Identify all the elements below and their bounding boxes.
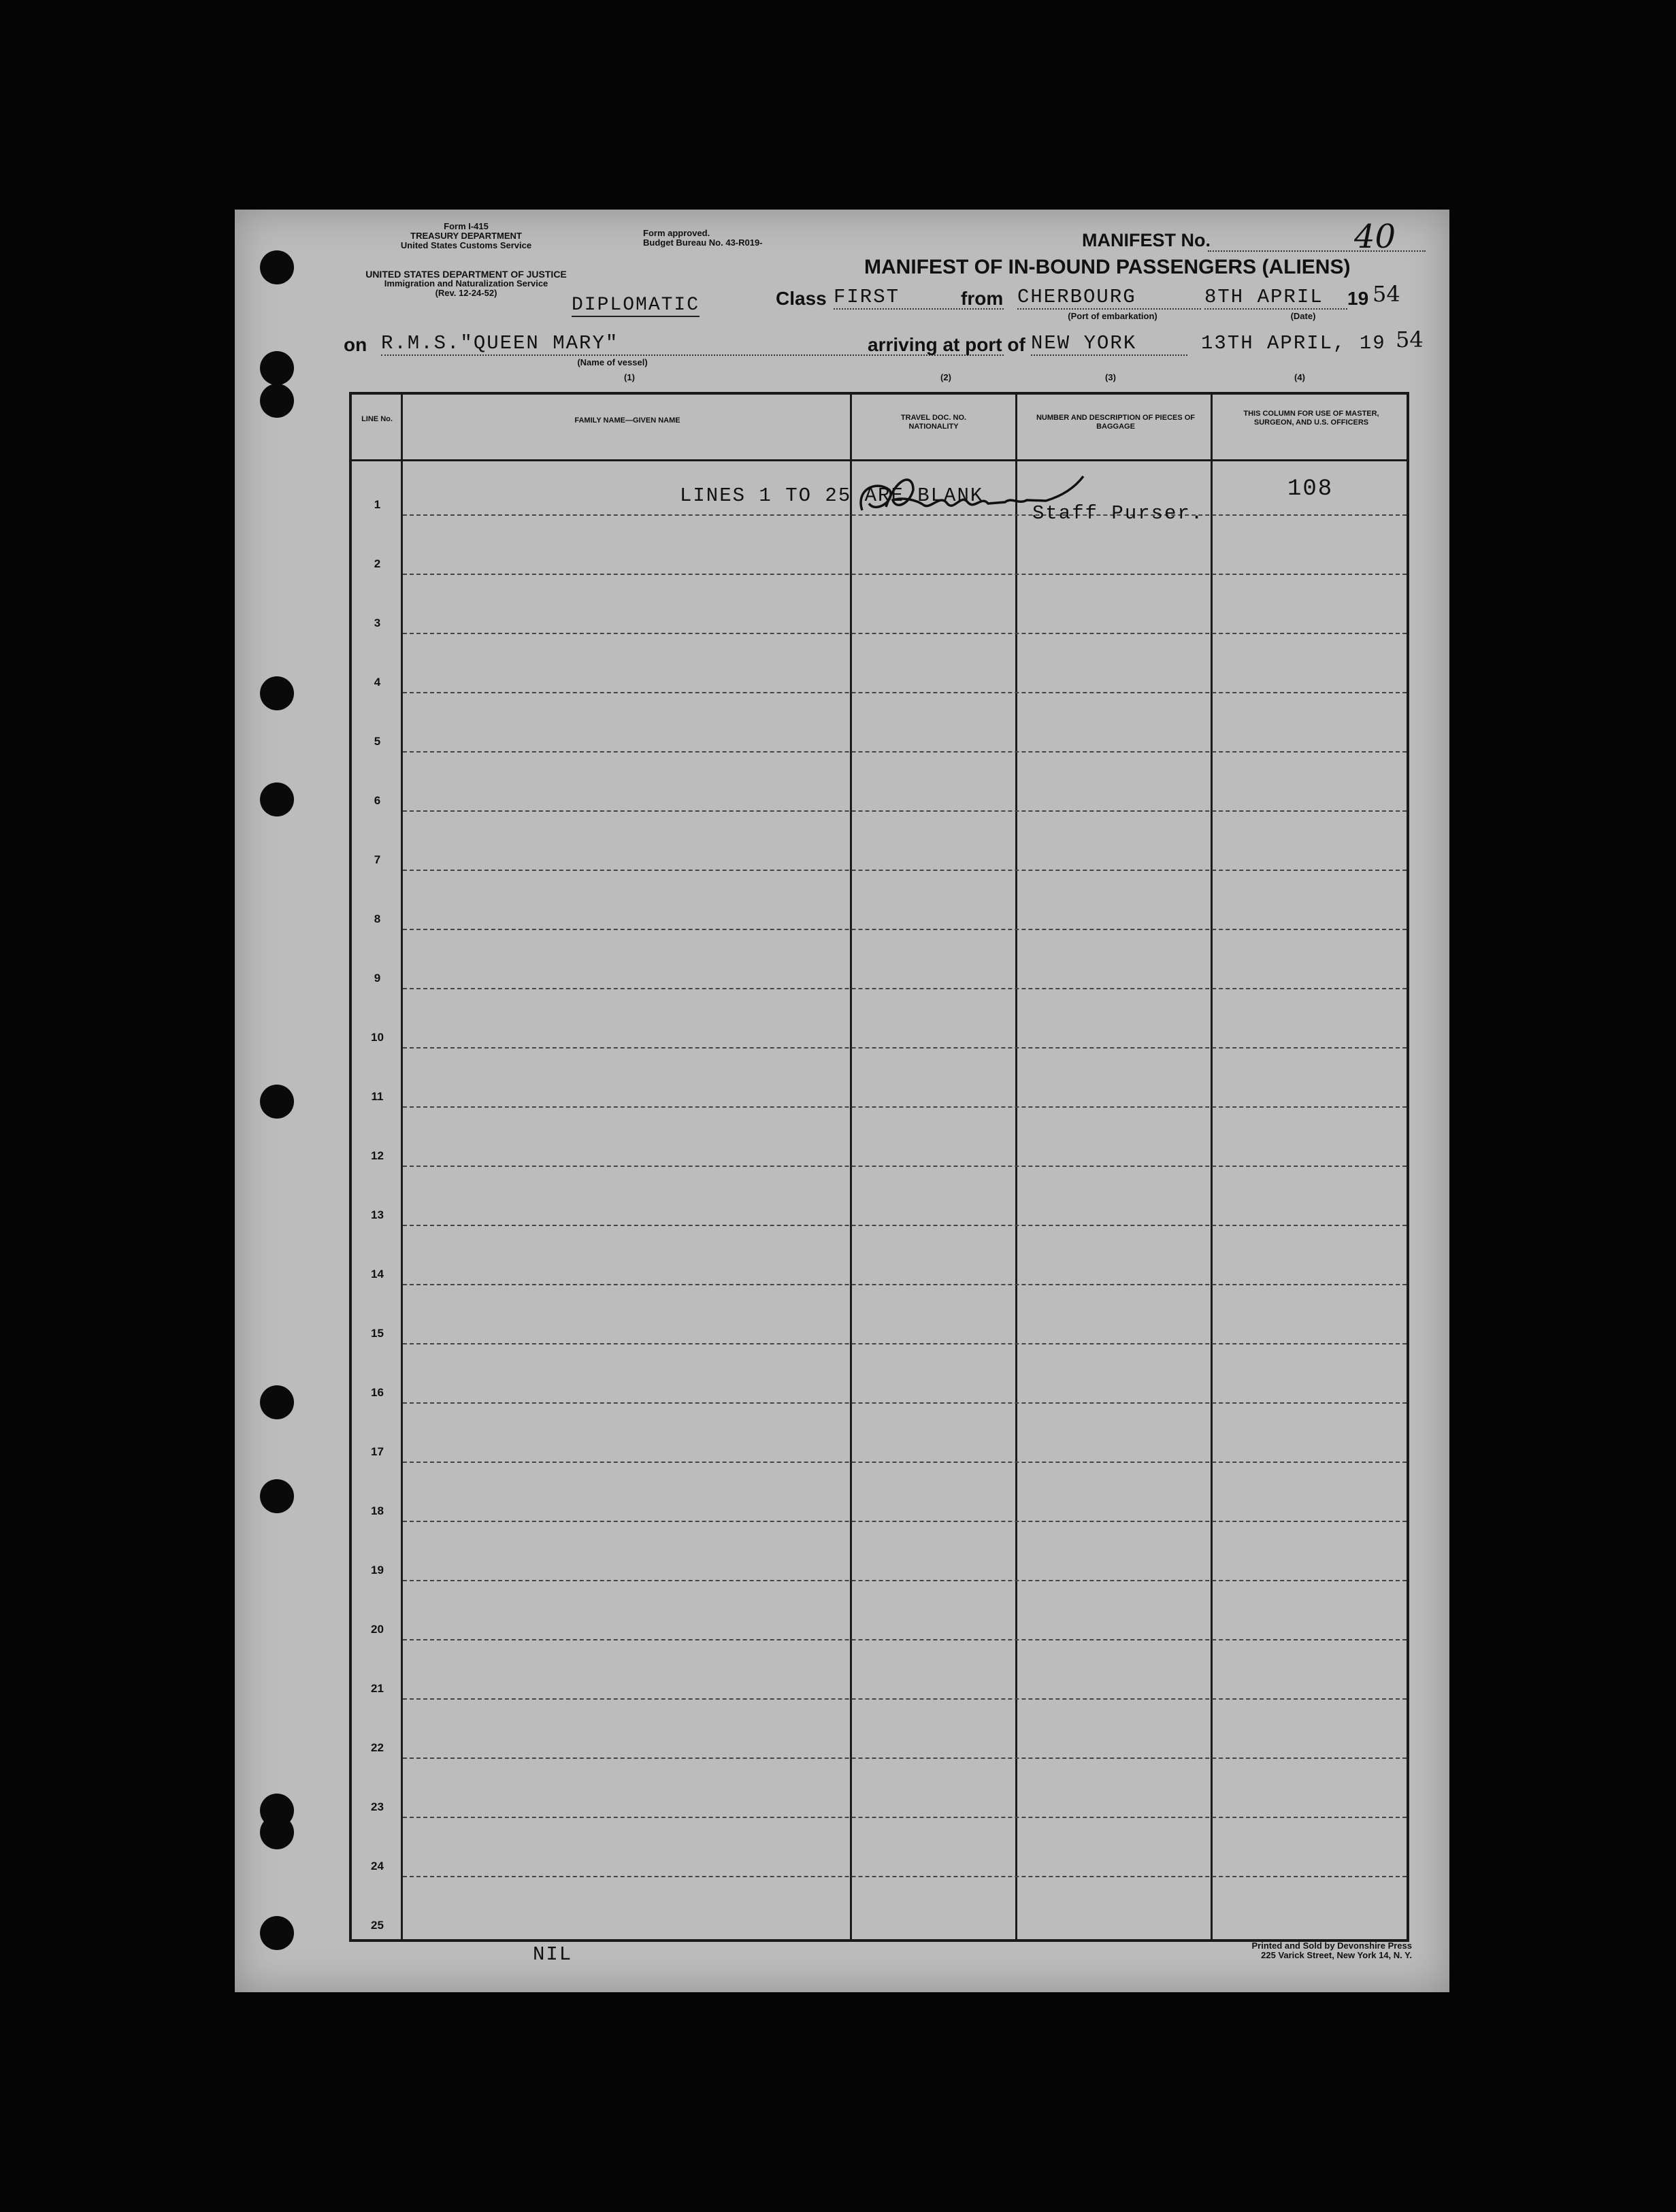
row-number: 23 [371,1800,384,1813]
row-number: 14 [371,1268,384,1281]
table-row [403,1876,1407,1877]
diplomatic-label: DIPLOMATIC [572,295,700,316]
arrival-port: NEW YORK [1031,332,1187,356]
row-number: 22 [371,1741,384,1754]
binder-hole [260,1385,294,1419]
table-row [403,574,1407,575]
table-row [403,1047,1407,1049]
row-number: 16 [371,1386,384,1399]
column-number-1: (1) [624,372,635,382]
staff-purser: Staff Purser. [1032,502,1204,525]
table-row [403,751,1407,753]
row-number: 7 [374,853,381,866]
table-row [403,1639,1407,1640]
from-value: CHERBOURG [1017,286,1201,310]
row-number: 17 [371,1445,384,1458]
row-number: 4 [374,676,381,689]
table-row [403,1817,1407,1818]
table-row [403,1580,1407,1581]
table-row [403,988,1407,989]
row-number: 3 [374,616,381,629]
row-number: 11 [371,1090,384,1103]
arrival-year-typed: 54 [1396,327,1424,352]
ins-service: Immigration and Naturalization Service [384,278,548,288]
binder-hole [260,676,294,710]
row-number: 24 [371,1860,384,1872]
nil-note: NIL [533,1943,573,1966]
entry-number: 108 [1287,476,1334,502]
table-row [403,1402,1407,1404]
row-number: 19 [371,1564,384,1577]
from-label: from [961,288,1004,309]
header-line-no: LINE No. [361,415,393,423]
col-divider [1015,395,1017,1939]
manifest-title: MANIFEST OF IN-BOUND PASSENGERS (ALIENS) [864,256,1351,278]
column-number-3: (3) [1105,372,1116,382]
budget-bureau: Budget Bureau No. 43-R019- [643,237,763,248]
departure-year-typed: 54 [1373,281,1400,307]
table-row [403,1106,1407,1108]
table-row [403,1284,1407,1285]
departure-year-prefix: 19 [1347,288,1369,309]
customs-service: United States Customs Service [400,240,532,250]
header-baggage: NUMBER AND DESCRIPTION OF PIECES OF BAGGAGE [1036,414,1196,431]
row-number: 6 [374,794,381,807]
column-number-2: (2) [940,372,951,382]
table-row [403,1225,1407,1226]
row-number: 25 [371,1919,384,1932]
row-number: 12 [371,1149,384,1162]
class-value: FIRST [834,286,1004,310]
printer-line-1: Printed and Sold by Devonshire Press [1251,1941,1412,1951]
table-row [403,1521,1407,1522]
row-number: 5 [374,735,381,748]
binder-hole [260,1085,294,1119]
row-number: 1 [374,498,381,511]
form-approved: Form approved. [643,228,710,238]
port-caption: (Port of embarkation) [1068,311,1157,321]
table-row [403,1166,1407,1167]
row-number: 15 [371,1327,384,1340]
on-label: on [344,334,367,355]
table-row [403,1757,1407,1759]
passenger-table [349,392,1409,1942]
vessel-caption: (Name of vessel) [577,357,648,367]
row-number: 21 [371,1682,384,1695]
header-name: FAMILY NAME—GIVEN NAME [574,416,680,425]
row-number: 10 [371,1031,384,1044]
vessel-name: R.M.S."QUEEN MARY" [381,332,1004,356]
row-number: 13 [371,1208,384,1221]
table-row [403,1462,1407,1463]
row-number: 20 [371,1623,384,1636]
binder-hole [260,782,294,816]
row-number: 18 [371,1504,384,1517]
binder-hole [260,1479,294,1513]
table-row [403,929,1407,930]
column-number-4: (4) [1294,372,1305,382]
binder-hole [260,1916,294,1950]
manifest-page [235,210,1449,1992]
row-number: 8 [374,912,381,925]
form-number: Form I-415 [444,221,489,231]
manifest-no-label: MANIFEST No. [1082,230,1211,250]
col-divider [1211,395,1213,1939]
col-divider [850,395,852,1939]
header-officers: THIS COLUMN FOR USE OF MASTER, SURGEON, AND U.S. OFFICERS [1243,410,1379,427]
arriving-label: arriving at port of [868,334,1025,355]
table-row [403,870,1407,871]
table-row [403,1698,1407,1700]
binder-hole [260,384,294,418]
table-row [403,692,1407,693]
justice-dept: UNITED STATES DEPARTMENT OF JUSTICE [365,269,567,280]
binder-hole [260,351,294,385]
revision: (Rev. 12-24-52) [435,288,497,298]
row-number: 2 [374,557,381,570]
arrival-date: 13TH APRIL, 19 [1201,332,1386,354]
manifest-no-handwritten: 40 [1354,218,1396,256]
table-row [403,810,1407,812]
class-label: Class [776,288,827,309]
departure-date: 8TH APRIL [1204,286,1347,310]
binder-hole [260,1815,294,1849]
table-row [403,1343,1407,1344]
row-number: 9 [374,972,381,985]
treasury-dept: TREASURY DEPARTMENT [410,231,522,241]
printer-line-2: 225 Varick Street, New York 14, N. Y. [1261,1950,1412,1960]
table-row [403,633,1407,634]
binder-hole [260,250,294,284]
date-caption: (Date) [1290,311,1316,321]
header-travel-doc: TRAVEL DOC. NO. NATIONALITY [900,414,967,431]
header-divider [352,459,1407,461]
lines-blank-note: LINES 1 TO 25 ARE BLANK [680,484,984,507]
